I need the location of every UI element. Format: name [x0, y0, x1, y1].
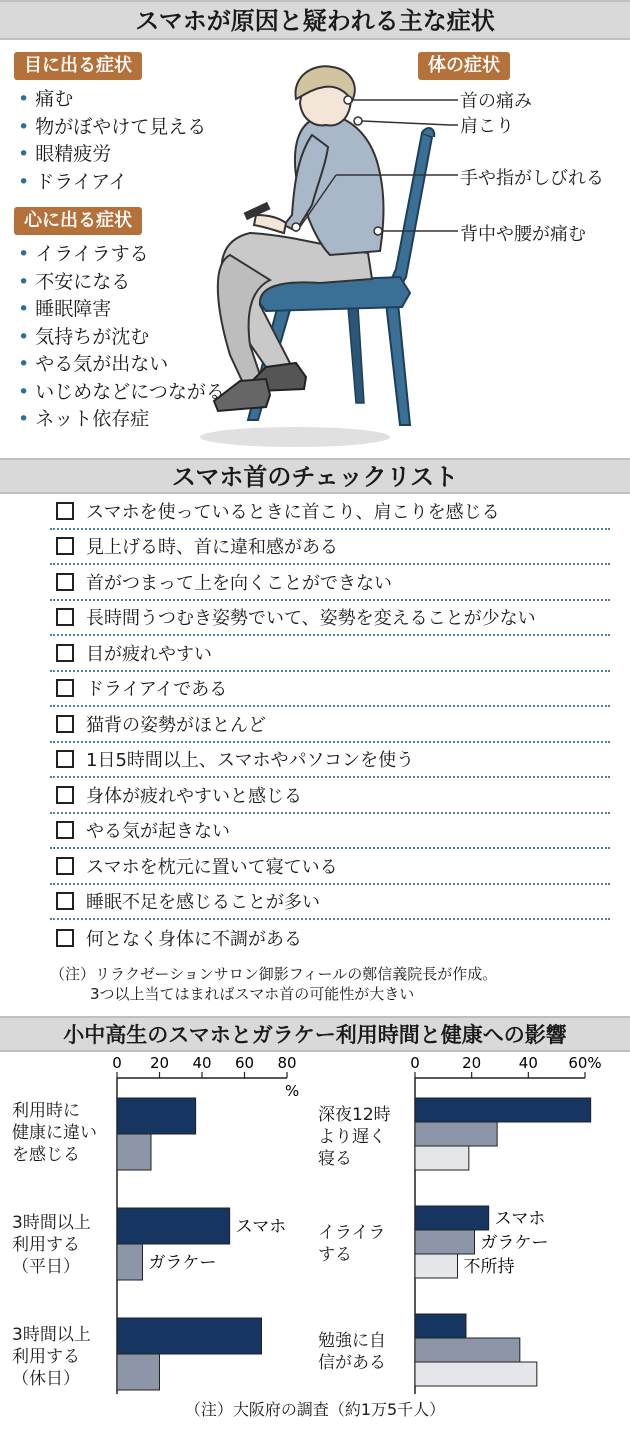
body-symptom-neck: 首の痛み — [460, 91, 532, 112]
list-item — [50, 707, 610, 743]
x-tick-label: 60 — [234, 1054, 255, 1072]
bar-smartphone — [117, 1098, 196, 1134]
x-tick-label: 0 — [112, 1054, 122, 1072]
body-label-leaders — [450, 55, 460, 255]
x-tick-label: 60% — [568, 1054, 602, 1072]
neck-checklist — [50, 494, 610, 956]
left-category-0: 利用時に 健康に違い を感じる — [12, 1101, 97, 1165]
list-item — [50, 494, 610, 530]
checkbox[interactable] — [56, 608, 74, 626]
list-item — [50, 885, 610, 921]
list-item: • イライラする — [18, 241, 225, 269]
checklist-title: スマホ首のチェックリスト — [0, 458, 630, 494]
right-bar-chart — [315, 1052, 630, 1394]
bar-feature-phone — [117, 1354, 160, 1390]
list-item: • 不安になる — [18, 269, 225, 297]
bar-smartphone — [117, 1318, 262, 1354]
eye-symptoms-list — [18, 86, 206, 196]
left-bar-chart — [0, 1052, 315, 1394]
list-item — [50, 814, 610, 850]
checklist-text: 何となく身体に不調がある — [86, 928, 302, 950]
checklist-note-line2: 3つ以上当てはまればスマホ首の可能性が大きい — [90, 985, 415, 1003]
list-item — [50, 920, 610, 956]
list-item — [50, 778, 610, 814]
list-item — [50, 565, 610, 601]
list-item: • いじめなどにつながる — [18, 379, 225, 407]
list-item — [50, 672, 610, 708]
list-item: • 物がぼやけて見える — [18, 114, 206, 142]
list-item: • 睡眠障害 — [18, 296, 225, 324]
checklist-text: スマホを枕元に置いて寝ている — [86, 856, 338, 878]
x-tick-label: 20 — [149, 1054, 170, 1072]
bar-feature-phone — [415, 1122, 497, 1146]
body-symptom-shoulder: 肩こり — [460, 116, 514, 137]
right-category-2: 勉強に自 信がある — [318, 1331, 386, 1373]
bar-feature-phone — [415, 1338, 520, 1362]
checklist-text: 首がつまって上を向くことができない — [86, 572, 392, 594]
list-item — [50, 601, 610, 637]
body-symptoms-label: 体の症状 — [418, 52, 510, 80]
bar-feature-phone — [117, 1244, 143, 1280]
checklist-text: 見上げる時、首に違和感がある — [86, 537, 338, 559]
checklist-note-line1: （注）リラクゼーションサロン御影フィールの鄭信義院長が作成。 — [50, 965, 498, 983]
x-tick-label: 0 — [410, 1054, 420, 1072]
list-item — [50, 849, 610, 885]
checkbox[interactable] — [56, 537, 74, 555]
checklist-text: 睡眠不足を感じることが多い — [86, 892, 320, 914]
bar-no-phone — [415, 1362, 537, 1386]
checkbox[interactable] — [56, 502, 74, 520]
checklist-text: スマホを使っているときに首こり、肩こりを感じる — [86, 501, 500, 523]
checkbox[interactable] — [56, 786, 74, 804]
checkbox[interactable] — [56, 715, 74, 733]
right-category-0: 深夜12時 より遅く 寝る — [318, 1105, 391, 1169]
mind-symptoms-list — [18, 241, 225, 434]
bar-no-phone — [415, 1254, 458, 1278]
person-on-chair-illustration — [200, 55, 450, 450]
x-unit-label: % — [285, 1082, 300, 1100]
right-category-1: イライラ する — [318, 1223, 386, 1265]
body-symptom-back: 背中や腰が痛む — [460, 224, 586, 245]
x-tick-label: 20 — [462, 1054, 482, 1072]
symptoms-title: スマホが原因と疑われる主な症状 — [0, 0, 630, 40]
checkbox[interactable] — [56, 857, 74, 875]
list-item: • ドライアイ — [18, 169, 206, 197]
left-category-2: 3時間以上 利用する （休日） — [12, 1325, 91, 1389]
body-symptom-hand: 手や指がしびれる — [460, 168, 604, 189]
bar-feature-phone — [117, 1134, 151, 1170]
bar-no-phone — [415, 1146, 469, 1170]
list-item — [50, 743, 610, 779]
usage-chart-title: 小中高生のスマホとガラケー利用時間と健康への影響 — [0, 1016, 630, 1052]
checklist-text: 1日5時間以上、スマホやパソコンを使う — [86, 750, 415, 772]
left-category-1: 3時間以上 利用する （平日） — [12, 1213, 91, 1277]
series-label: ガラケー — [480, 1233, 549, 1253]
list-item: • 痛む — [18, 86, 206, 114]
checkbox[interactable] — [56, 750, 74, 768]
x-tick-label: 40 — [518, 1054, 538, 1072]
list-item: • 気持ちが沈む — [18, 324, 225, 352]
x-tick-label: 80 — [277, 1054, 297, 1072]
checkbox[interactable] — [56, 644, 74, 662]
checklist-text: ドライアイである — [86, 679, 228, 701]
series-label: スマホ — [235, 1217, 287, 1237]
list-item: • 眼精疲労 — [18, 141, 206, 169]
list-item — [50, 530, 610, 566]
checkbox[interactable] — [56, 892, 74, 910]
checkbox[interactable] — [56, 679, 74, 697]
list-item: • ネット依存症 — [18, 406, 225, 434]
bar-smartphone — [415, 1206, 489, 1230]
eye-symptoms-label: 目に出る症状 — [14, 52, 142, 80]
series-label: ガラケー — [148, 1253, 217, 1273]
series-label: スマホ — [494, 1209, 546, 1229]
bar-smartphone — [117, 1208, 230, 1244]
bar-feature-phone — [415, 1230, 475, 1254]
mind-symptoms-label: 心に出る症状 — [14, 207, 142, 235]
list-item — [50, 636, 610, 672]
checkbox[interactable] — [56, 929, 74, 947]
checkbox[interactable] — [56, 821, 74, 839]
series-label: 不所持 — [463, 1257, 515, 1277]
x-tick-label: 40 — [192, 1054, 212, 1072]
checklist-text: やる気が起きない — [86, 821, 230, 843]
checklist-text: 身体が疲れやすいと感じる — [86, 785, 302, 807]
checklist-text: 長時間うつむき姿勢でいて、姿勢を変えることが少ない — [86, 608, 536, 630]
survey-note: （注）大阪府の調査（約1万5千人） — [184, 1400, 446, 1419]
checklist-text: 目が疲れやすい — [86, 643, 212, 665]
checklist-text: 猫背の姿勢がほとんど — [86, 714, 266, 736]
checkbox[interactable] — [56, 573, 74, 591]
bar-smartphone — [415, 1314, 466, 1338]
bar-smartphone — [415, 1098, 591, 1122]
list-item: • やる気が出ない — [18, 351, 225, 379]
